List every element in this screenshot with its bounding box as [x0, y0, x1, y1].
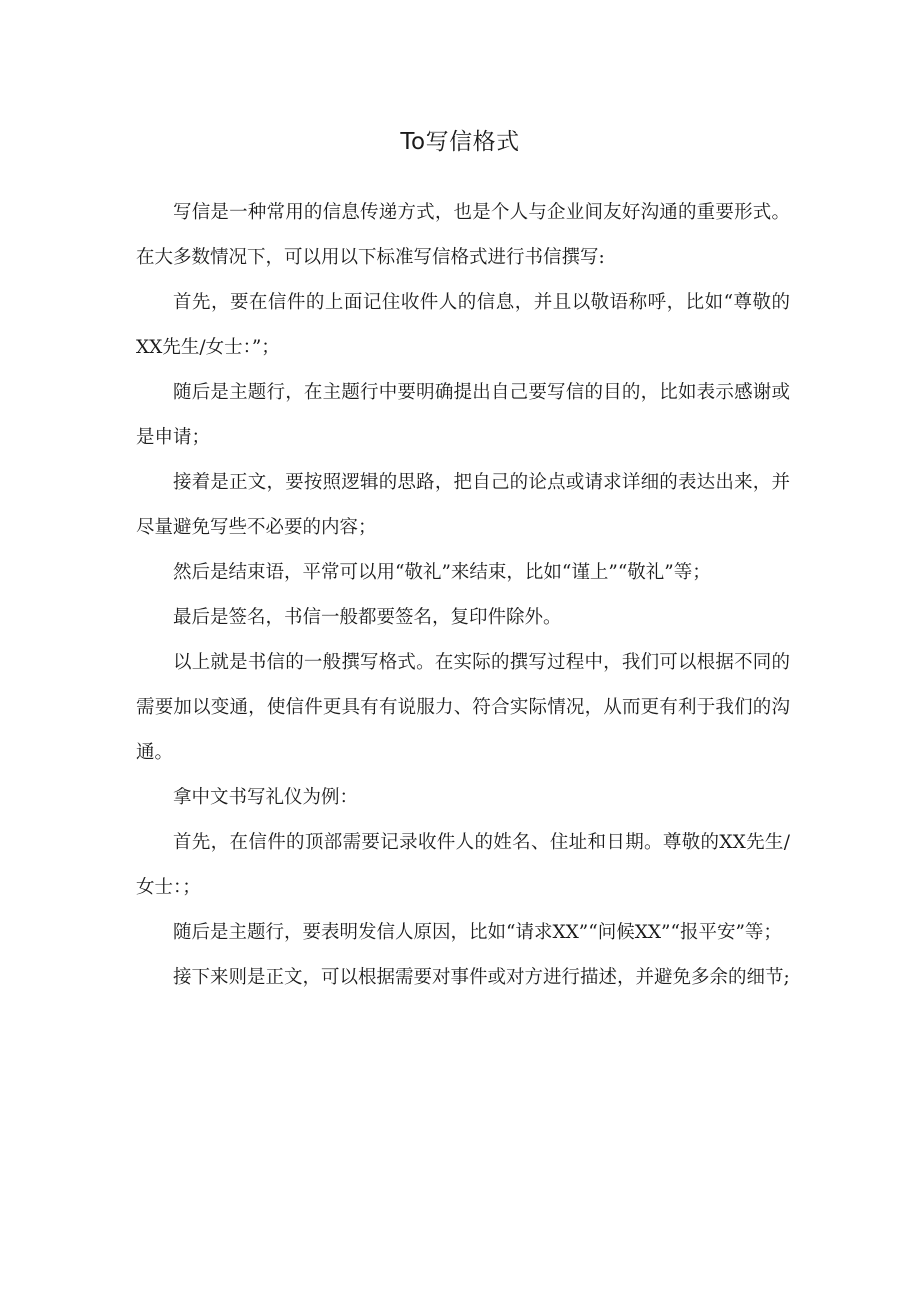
document-body [136, 190, 790, 1000]
paragraph-chinese-example: 拿中文书写礼仪为例： [173, 787, 359, 808]
paragraph-example-header: 首先，在信件的顶部需要记录收件人的姓名、住址和日期。尊敬的XX先生/女士：； [136, 832, 790, 898]
paragraph-recipient: 首先，要在信件的上面记住收件人的信息，并且以敬语称呼，比如“尊敬的XX先生/女士：”； [136, 292, 790, 358]
paragraph-signature: 最后是签名，书信一般都要签名，复印件除外。 [173, 607, 562, 628]
document-title: To写信格式 [400, 129, 520, 155]
paragraph-subject-line: 随后是主题行，在主题行中要明确提出自己要写信的目的，比如表示感谢或是申请； [136, 382, 790, 448]
paragraph-example-subject: 随后是主题行，要表明发信人原因，比如“请求XX”“问候XX”“报平安”等； [173, 922, 782, 943]
paragraph-closing: 然后是结束语，平常可以用“敬礼”来结束，比如“谨上”“敬礼”等； [173, 562, 711, 583]
paragraph-example-body: 接下来则是正文，可以根据需要对事件或对方进行描述，并避免多余的细节; [173, 967, 790, 988]
paragraph-summary: 以上就是书信的一般撰写格式。在实际的撰写过程中，我们可以根据不同的需要加以变通，使信件更具有有说服力、符合实际情况，从而更有利于我们的沟通。 [136, 652, 790, 763]
paragraph-intro: 写信是一种常用的信息传递方式，也是个人与企业间友好沟通的重要形式。在大多数情况下，可以用以下标准写信格式进行书信撰写: [136, 202, 790, 268]
paragraph-body: 接着是正文，要按照逻辑的思路，把自己的论点或请求详细的表达出来，并尽量避免写些不必要的内容； [136, 472, 790, 538]
